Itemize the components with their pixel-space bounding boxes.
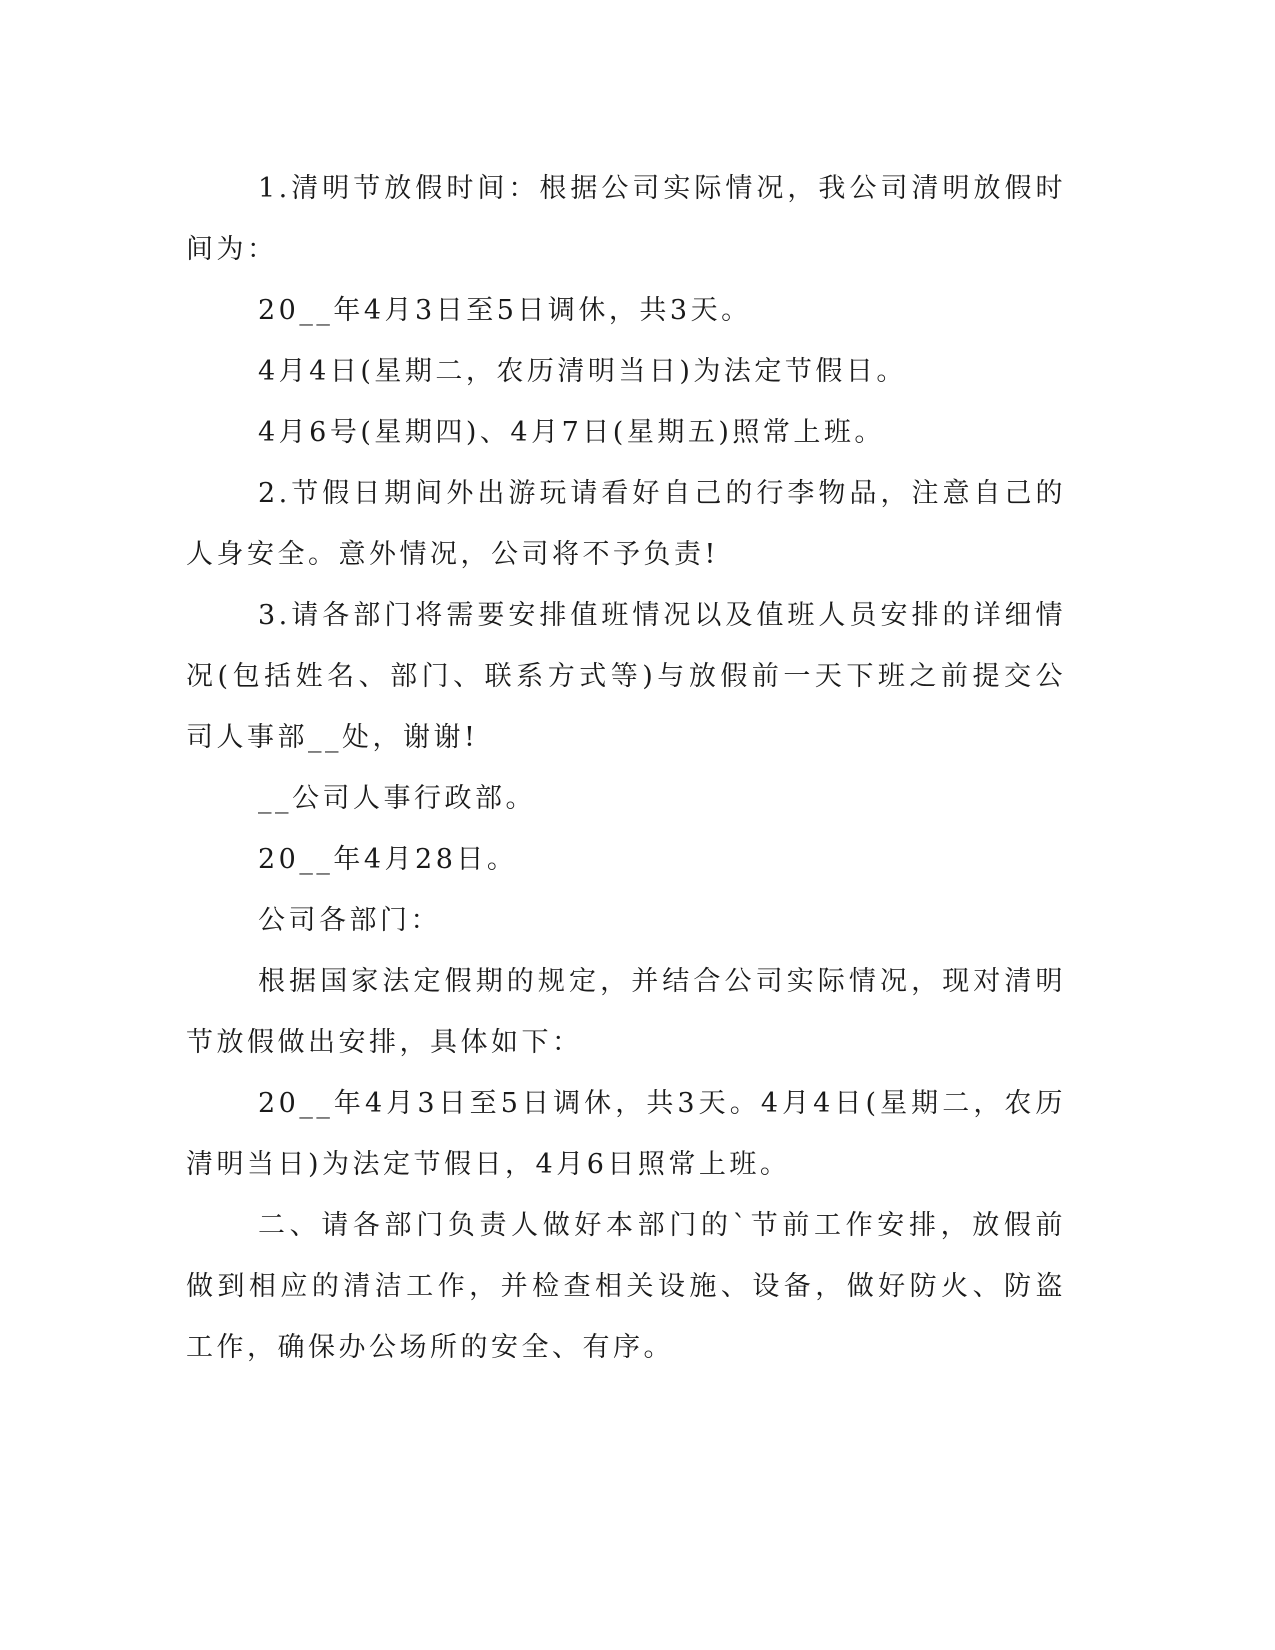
document-body (186, 158, 1066, 1378)
paragraph-leave-dates: 20__年4月3日至5日调休，共3天。 (258, 295, 752, 326)
salutation: 公司各部门： (258, 905, 441, 936)
paragraph-statutory-holiday: 4月4日(星期二，农历清明当日)为法定节假日。 (258, 356, 907, 387)
signature-date: 20__年4月28日。 (258, 844, 518, 875)
paragraph-holiday-schedule: 20__年4月3日至5日调休，共3天。4月4日(星期二，农历清明当日)为法定节假日，4月6日照常上班。 (186, 1088, 1066, 1180)
paragraph-holiday-time: 1.清明节放假时间：根据公司实际情况，我公司清明放假时间为： (186, 173, 1066, 265)
paragraph-safety-notice: 2.节假日期间外出游玩请看好自己的行李物品，注意自己的人身安全。意外情况，公司将不予负责! (186, 478, 1066, 570)
paragraph-regulation-intro: 根据国家法定假期的规定，并结合公司实际情况，现对清明节放假做出安排，具体如下： (186, 966, 1066, 1058)
paragraph-duty-arrangement: 3.请各部门将需要安排值班情况以及值班人员安排的详细情况(包括姓名、部门、联系方式等)与放假前一天下班之前提交公司人事部__处，谢谢! (186, 600, 1066, 753)
paragraph-work-resume: 4月6号(星期四)、4月7日(星期五)照常上班。 (258, 417, 885, 448)
signature-department: __公司人事行政部。 (258, 783, 536, 814)
paragraph-department-duties: 二、请各部门负责人做好本部门的`节前工作安排，放假前做到相应的清洁工作，并检查相关设施、设备，做好防火、防盗工作，确保办公场所的安全、有序。 (186, 1210, 1066, 1363)
